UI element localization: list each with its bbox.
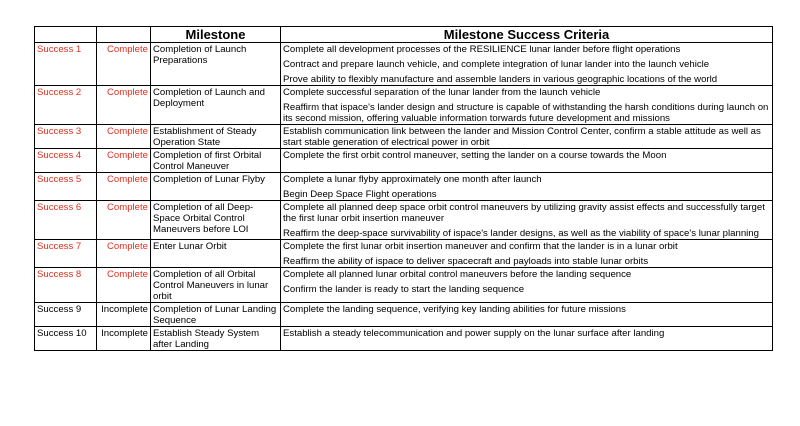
milestone-cell: Completion of Lunar Flyby [151, 173, 281, 201]
criteria-item [283, 44, 770, 55]
criteria-item [283, 87, 770, 98]
milestone-cell: Establish Steady System after Landing [151, 327, 281, 351]
status-cell: Complete [97, 125, 151, 149]
success-id: Success 9 [35, 303, 97, 327]
criteria-text: Complete the landing sequence, verifying key landing abilities for future missions [283, 304, 626, 315]
status-cell: Complete [97, 86, 151, 125]
criteria-item [283, 328, 770, 339]
success-id: Success 3 [35, 125, 97, 149]
milestone-cell: Completion of Launch and Deployment [151, 86, 281, 125]
criteria-item [283, 174, 770, 185]
status-cell: Complete [97, 149, 151, 173]
success-id: Success 4 [35, 149, 97, 173]
table-row [35, 240, 773, 268]
status-cell: Complete [97, 43, 151, 86]
header-status [97, 27, 151, 43]
criteria-cell [281, 173, 773, 201]
criteria-cell [281, 268, 773, 303]
table-row [35, 173, 773, 201]
criteria-cell [281, 86, 773, 125]
milestone-success-table [34, 26, 773, 351]
table-row [35, 125, 773, 149]
criteria-text: Reaffirm that ispace's lander design and structure is capable of withstanding the harsh conditions during launch on its second mission, offering valuable information torwards future development and missions [283, 102, 769, 124]
header-id [35, 27, 97, 43]
table-row [35, 268, 773, 303]
status-cell: Incomplete [97, 303, 151, 327]
criteria-cell [281, 125, 773, 149]
criteria-item [283, 189, 770, 200]
criteria-item [283, 202, 770, 224]
criteria-text: Reaffirm the ability of ispace to deliver spacecraft and payloads into stable lunar orbits [283, 256, 649, 267]
criteria-text: Complete a lunar flyby approximately one month after launch [283, 174, 542, 185]
criteria-item [283, 59, 770, 70]
criteria-text: Complete all planned deep space orbit control maneuvers by utilizing gravity assist effects and successfully target the first lunar orbit insertion maneuver [283, 202, 765, 224]
criteria-text: Reaffirm the deep-space survivability of ispace's lander designs, as well as the viability of space's lunar planning [283, 228, 759, 239]
criteria-item [283, 74, 770, 85]
criteria-item [283, 150, 770, 161]
criteria-text: Complete all planned lunar orbital control maneuvers before the landing sequence [283, 269, 632, 280]
table-row [35, 86, 773, 125]
milestone-cell: Completion of Lunar Landing Sequence [151, 303, 281, 327]
criteria-text: Complete successful separation of the lunar lander from the launch vehicle [283, 87, 601, 98]
milestone-cell: Establishment of Steady Operation State [151, 125, 281, 149]
criteria-cell [281, 240, 773, 268]
criteria-item [283, 256, 770, 267]
success-id: Success 7 [35, 240, 97, 268]
table-header-row [35, 27, 773, 43]
criteria-text: Confirm the lander is ready to start the landing sequence [283, 284, 525, 295]
criteria-item [283, 126, 770, 148]
criteria-item [283, 228, 770, 239]
criteria-item [283, 284, 770, 295]
criteria-item [283, 304, 770, 315]
criteria-cell [281, 201, 773, 240]
criteria-item [283, 241, 770, 252]
milestone-cell: Completion of Launch Preparations [151, 43, 281, 86]
criteria-item [283, 102, 770, 124]
criteria-text: Contract and prepare launch vehicle, and complete integration of lunar lander into the launch vehicle [283, 59, 710, 70]
status-cell: Complete [97, 173, 151, 201]
success-id: Success 8 [35, 268, 97, 303]
table-row [35, 149, 773, 173]
success-id: Success 5 [35, 173, 97, 201]
table-row [35, 303, 773, 327]
milestone-cell: Enter Lunar Orbit [151, 240, 281, 268]
header-milestone: Milestone [151, 27, 281, 43]
criteria-text: Complete the first lunar orbit insertion maneuver and confirm that the lander is in a lunar orbit [283, 241, 678, 252]
criteria-cell [281, 327, 773, 351]
milestone-cell: Completion of all Orbital Control Maneuvers in lunar orbit [151, 268, 281, 303]
table-row [35, 201, 773, 240]
table-row [35, 327, 773, 351]
milestone-cell: Completion of first Orbital Control Maneuver [151, 149, 281, 173]
criteria-cell [281, 149, 773, 173]
criteria-text: Complete the first orbit control maneuver, setting the lander on a course towards the Moon [283, 150, 667, 161]
criteria-text: Prove ability to flexibly manufacture and assemble landers in various geographic locations of the world [283, 74, 718, 85]
success-id: Success 1 [35, 43, 97, 86]
status-cell: Complete [97, 240, 151, 268]
criteria-cell [281, 303, 773, 327]
criteria-item [283, 269, 770, 280]
criteria-text: Establish communication link between the lander and Mission Control Center, confirm a stable attitude as well as start stable generation of electrical power in orbit [283, 126, 761, 148]
header-criteria: Milestone Success Criteria [281, 27, 773, 43]
criteria-text: Begin Deep Space Flight operations [283, 189, 437, 200]
status-cell: Incomplete [97, 327, 151, 351]
status-cell: Complete [97, 268, 151, 303]
criteria-text: Establish a steady telecommunication and power supply on the lunar surface after landing [283, 328, 665, 339]
criteria-text: Complete all development processes of the RESILIENCE lunar lander before flight operations [283, 44, 681, 55]
criteria-cell [281, 43, 773, 86]
success-id: Success 2 [35, 86, 97, 125]
milestone-cell: Completion of all Deep-Space Orbital Control Maneuvers before LOI [151, 201, 281, 240]
status-cell: Complete [97, 201, 151, 240]
success-id: Success 6 [35, 201, 97, 240]
success-id: Success 10 [35, 327, 97, 351]
table-row [35, 43, 773, 86]
